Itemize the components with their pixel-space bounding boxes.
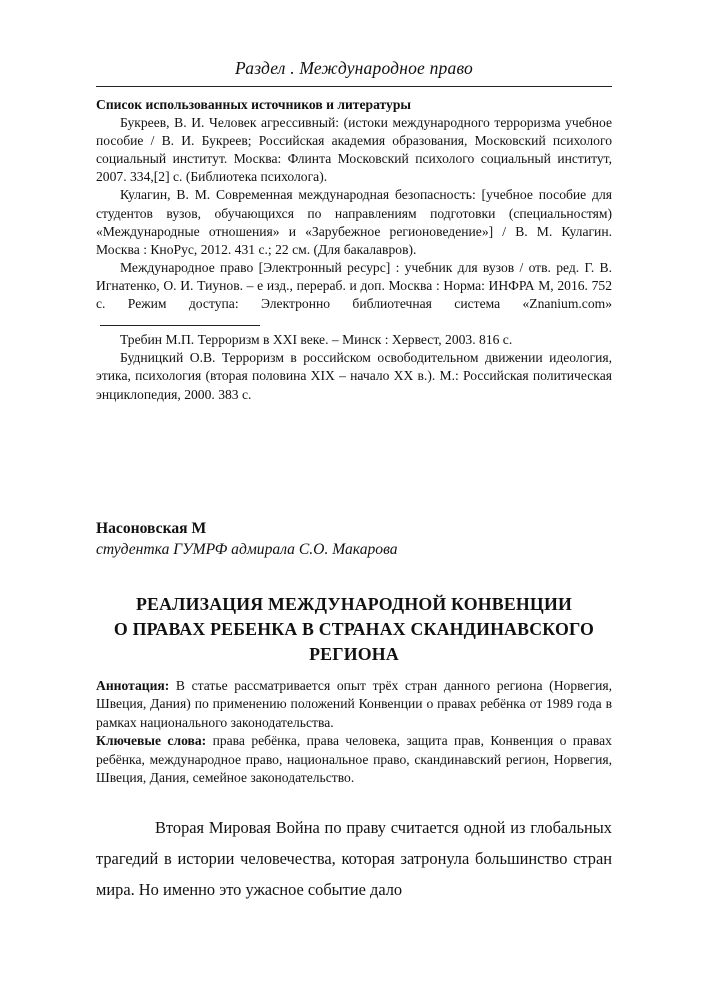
title-line: РЕАЛИЗАЦИЯ МЕЖДУНАРОДНОЙ КОНВЕНЦИИ [135, 594, 573, 614]
title-line: РЕГИОНА [309, 644, 399, 664]
abstract-paragraph [96, 677, 612, 732]
reference-item: Кулагин, В. М. Современная международная безопасность: [учебное пособие для студентов вузов, обучающихся по направлениям подготовки (специальностям) «Международные отношения» и «Зарубежное регионоведение»] / В. М. Кулагин. Москва : КноРус, 2012. 431 с.; 22 см. (Для бакалавров). [96, 187, 612, 257]
reference-item: Букреев, В. И. Человек агрессивный: (истоки международного терроризма учебное пособие / В. И. Букреев; Российская академия образования, Московский психолого социальный институт. Москва: Флинта Московский психолого социальный институт, 2007. 334,[2] с. (Библиотека психолога). [96, 115, 612, 185]
body-paragraph: Вторая Мировая Война по праву считается одной из глобальных трагедий в истории человечества, которая затронула большинство стран мира. Но именно это ужасное событие дало [96, 818, 612, 899]
keywords-text: права ребёнка, права человека, защита прав, Конвенция о правах ребёнка, международное право, национальное право, скандинавский регион, Норвегия, Швеция, Дания, семейное законодательство. [96, 733, 612, 786]
author-block [96, 518, 612, 560]
title-line: О ПРАВАХ РЕБЕНКА В СТРАНАХ СКАНДИНАВСКОГО [113, 619, 595, 639]
reference-item [96, 259, 612, 331]
article-title [96, 592, 612, 667]
abstract-text: В статье рассматривается опыт трёх стран данного региона (Норвегия, Швеция, Дания) по применению положений Конвенции о правах ребёнка от 1989 года в рамках национального законодательства. [96, 678, 612, 730]
reference-item: Будницкий О.В. Терроризм в российском освободительном движении идеология, этика, психология (вторая половина XIX – начало XX в.). М.: Российская политическая энциклопедия, 2000. 383 с. [96, 350, 612, 402]
author-affiliation: студентка ГУМРФ адмирала С.О. Макарова [96, 541, 398, 558]
reference-item-text: Международное право [Электронный ресурс] : учебник для вузов / отв. ред. Г. В. Игнатенко, О. И. Тиунов. – е изд., перераб. и доп. Москва : Норма: ИНФРА М, 2016. 752 с. Режим доступа: Электронно библиотечная система «Znanium.com» [96, 259, 612, 312]
keywords-label: Ключевые слова: [96, 733, 207, 749]
references-section [96, 96, 612, 404]
abstract-label: Аннотация: [96, 678, 170, 693]
author-name: Насоновская М [96, 520, 207, 537]
reference-item: Требин М.П. Терроризм в XXI веке. – Минск : Хервест, 2003. 816 с. [120, 332, 513, 348]
references-heading: Список использованных источников и литературы [96, 97, 411, 112]
keywords-paragraph [96, 732, 612, 787]
running-header: Раздел . Международное право [235, 58, 473, 78]
header-rule [96, 86, 612, 87]
abstract-block [96, 677, 612, 787]
body-text [96, 812, 612, 905]
underline-blank [100, 313, 260, 326]
